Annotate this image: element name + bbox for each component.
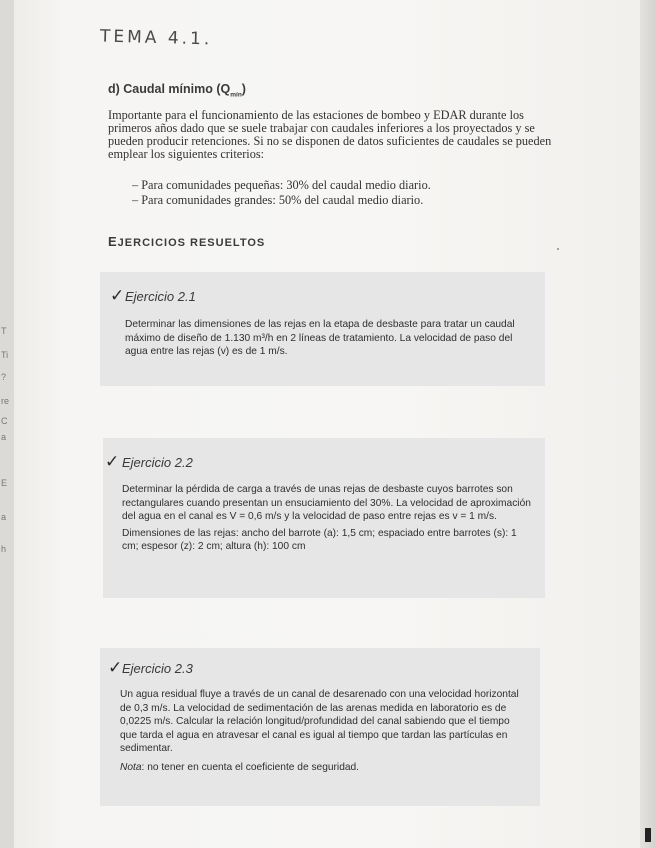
exercise-text: Determinar las dimensiones de las rejas en la etapa de desbaste para tratar un caudal máximo de diseño de 1.130 m³/h en 2 líneas de tratamiento. La velocidad de paso del agua entre las rejas (v) es de 1 m/s. [125, 319, 515, 358]
exercise-text: Determinar la pérdida de carga a través de unas rejas de desbaste cuyos barrotes son rectangulares cuando presentan un ensuciamiento del 30%. La velocidad de aproximación del agua en el canal es V = 0,6 m/s y la velocidad de paso entre rejas es v = 1 m/s. Dimensiones de las rejas: ancho del barrote (a): 1,5 cm; espaciado entre barrotes (s): 1 cm; espesor (z): 2 cm; altura (h): 100 cm [122, 484, 531, 553]
edge-mark: re [1, 396, 10, 406]
exercises-heading: EJERCICIOS RESUELTOS [108, 234, 266, 249]
exercise-box-2-3 [100, 648, 540, 806]
list-item: – Para comunidades pequeñas: 30% del caudal medio diario. [132, 178, 431, 192]
edge-mark: E [1, 478, 8, 488]
speck [557, 248, 559, 250]
section-title: d) Caudal mínimo $(Q_{mín})$ [108, 82, 246, 99]
edge-mark: h [1, 544, 7, 554]
edge-mark: a [1, 512, 7, 522]
page-right-edge [640, 0, 655, 848]
exercise-box-2-1 [100, 272, 545, 386]
checkmark-icon: ✓ [108, 658, 123, 678]
edge-mark: Ti [1, 350, 9, 360]
exercise-title: Ejercicio 2.3 [122, 661, 193, 676]
exercise-box-2-2 [103, 438, 545, 598]
edge-mark: C [1, 416, 8, 426]
checkmark-icon: ✓ [110, 286, 125, 306]
exercise-title: Ejercicio 2.1 [125, 289, 196, 304]
scan-artifact [645, 828, 651, 842]
list-item: – Para comunidades grandes: 50% del caudal medio diario. [132, 193, 424, 207]
checkmark-icon: ✓ [105, 452, 120, 472]
edge-mark: a [1, 432, 7, 442]
exercise-note: Nota: no tener en cuenta el coeficiente de seguridad. [120, 761, 360, 773]
exercise-title: Ejercicio 2.2 [122, 455, 193, 470]
criteria-list [132, 178, 552, 208]
section-paragraph: Importante para el funcionamiento de las estaciones de bombeo y EDAR durante los primeros años dado que se suele trabajar con caudales inferiores a los proyectados y se pueden producir retenciones. Si no se disponen de datos suficientes de caudales se pueden emplear los siguientes criterios: [108, 108, 552, 161]
exercise-text: Un agua residual fluye a través de un canal de desarenado con una velocidad horizontal de 0,3 m/s. La velocidad de sedimentación de las arenas medida en laboratorio es de 0,0225 m/s. Calcular la relación longitud/profundidad del canal sabiendo que el tiempo que tarda el agua en atravesar el canal es igual al tiempo que tardan las partículas en sedimentar. Nota: no tener en cuenta el coeficiente de seguridad. [120, 688, 528, 778]
edge-mark: ? [1, 372, 7, 382]
left-edge-marks [0, 0, 14, 848]
handwritten-header: TEMA 4.1. [99, 26, 213, 50]
subscript: mín [230, 91, 242, 99]
edge-mark: T [1, 326, 7, 336]
